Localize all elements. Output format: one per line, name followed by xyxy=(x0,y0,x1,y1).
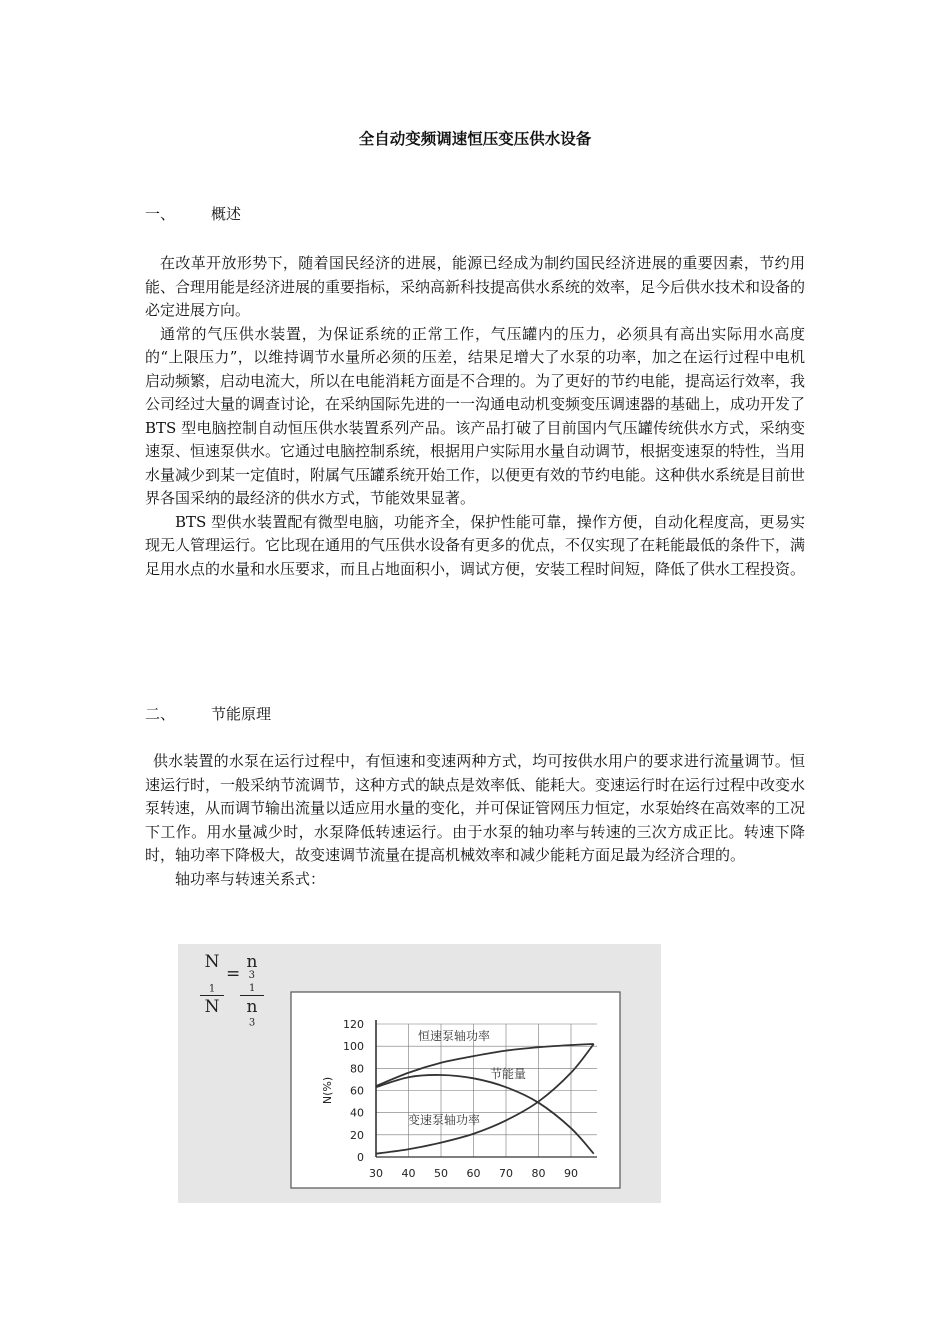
series-label-3: 变速泵轴功率 xyxy=(408,1113,481,1127)
x-tick-label: 40 xyxy=(401,1167,416,1180)
paragraph: 在改革开放形势下，随着国民经济的进展，能源已经成为制约国民经济进展的重要因素，节约用能、合理用能是经济进展的重要指标，采纳高新科技提高供水系统的效率，足今后供水技术和设备的必定进展方向。 xyxy=(145,254,806,319)
x-tick-label: 90 xyxy=(564,1167,578,1180)
x-tick-label: 80 xyxy=(531,1167,546,1180)
x-tick-label: 70 xyxy=(499,1167,513,1180)
section-1-number: 一、 xyxy=(145,205,176,223)
y-axis-label: N(%) xyxy=(321,1076,334,1105)
section-2-title: 节能原理 xyxy=(211,705,272,723)
section-2-heading xyxy=(145,703,271,724)
y-tick-label: 0 xyxy=(357,1151,364,1164)
document-title: 全自动变频调速恒压变压供水设备 xyxy=(358,130,592,148)
y-tick-label: 40 xyxy=(350,1106,364,1120)
y-tick-label: 80 xyxy=(350,1062,364,1076)
x-tick-label: 50 xyxy=(434,1167,448,1180)
y-tick-label: 120 xyxy=(343,1018,364,1031)
power-speed-formula: N $_1$ N = n $^3_1$ n $^3$ xyxy=(200,952,280,1004)
x-tick-label: 60 xyxy=(466,1167,481,1180)
paragraph: BTS 型供水装置配有微型电脑，功能齐全，保护性能可靠，操作方便，自动化程度高，更易实现无人管理运行。它比现在通用的气压供水设备有更多的优点，不仅实现了在耗能最低的条件下，满足用水点的水量和水压要求，而且占地面积小，调试方便，安装工程时间短，降低了供水工程投资。 xyxy=(145,512,806,578)
section-1-heading xyxy=(145,203,241,224)
paragraph: 供水装置的水泵在运行过程中，有恒速和变速两种方式，均可按供水用户的要求进行流量调节。恒速运行时，一般采纳节流调节，这种方式的缺点是效率低、能耗大。变速运行时在运行过程中改变水泵转速，从而调节输出流量以适应用水量的变化，并可保证管网压力恒定，水泵始终在高效率的工况下工作。用水量减少时，水泵降低转速运行。由于水泵的轴功率与转速的三次方成正比。转速下降时，轴功率下降极大，故变速调节流量在提高机械效率和减少能耗方面足最为经济合理的。 xyxy=(145,752,806,864)
chart-frame xyxy=(291,992,620,1188)
section-1-body xyxy=(145,252,805,581)
section-2-number: 二、 xyxy=(145,705,176,723)
section-2-body xyxy=(145,750,805,891)
y-tick-label: 100 xyxy=(343,1040,364,1054)
y-tick-label: 20 xyxy=(350,1128,364,1142)
section-1-title: 概述 xyxy=(211,205,242,223)
series-label-2: 节能量 xyxy=(490,1067,527,1081)
power-speed-figure xyxy=(178,944,661,1203)
paragraph: 轴功率与转速关系式： xyxy=(175,869,326,888)
y-tick-label: 60 xyxy=(350,1084,364,1098)
paragraph: 通常的气压供水装置，为保证系统的正常工作，气压罐内的压力，必须具有高出实际用水高度的“上限压力”，以维持调节水量所必须的压差，结果足增大了水泵的功率，加之在运行过程中电机启动频繁，启动电流大，所以在电能消耗方面是不合理的。为了更好的节约电能，提高运行效率，我公司经过大量的调查讨论，在采纳国际先进的一一沟通电动机变频变压调速器的基础上，成功开发了 BTS 型电脑控制自动恒压供水装置系列产品。该产品打破了目前国内气压罐传统供水方式，采纳变速泵、恒速泵供水。它通过电脑控制系统，根据用户实际用水量自动调节，根据变速泵的特性，当用水量减少到某一定值时，附属气压罐系统开始工作，以便更有效的节约电能。这种供水系统是目前世界各国采纳的最经济的供水方式，节能效果显著。 xyxy=(145,324,806,507)
x-tick-label: 30 xyxy=(369,1167,383,1180)
series-label-1: 恒速泵轴功率 xyxy=(418,1029,491,1043)
power-speed-chart xyxy=(178,944,661,1203)
